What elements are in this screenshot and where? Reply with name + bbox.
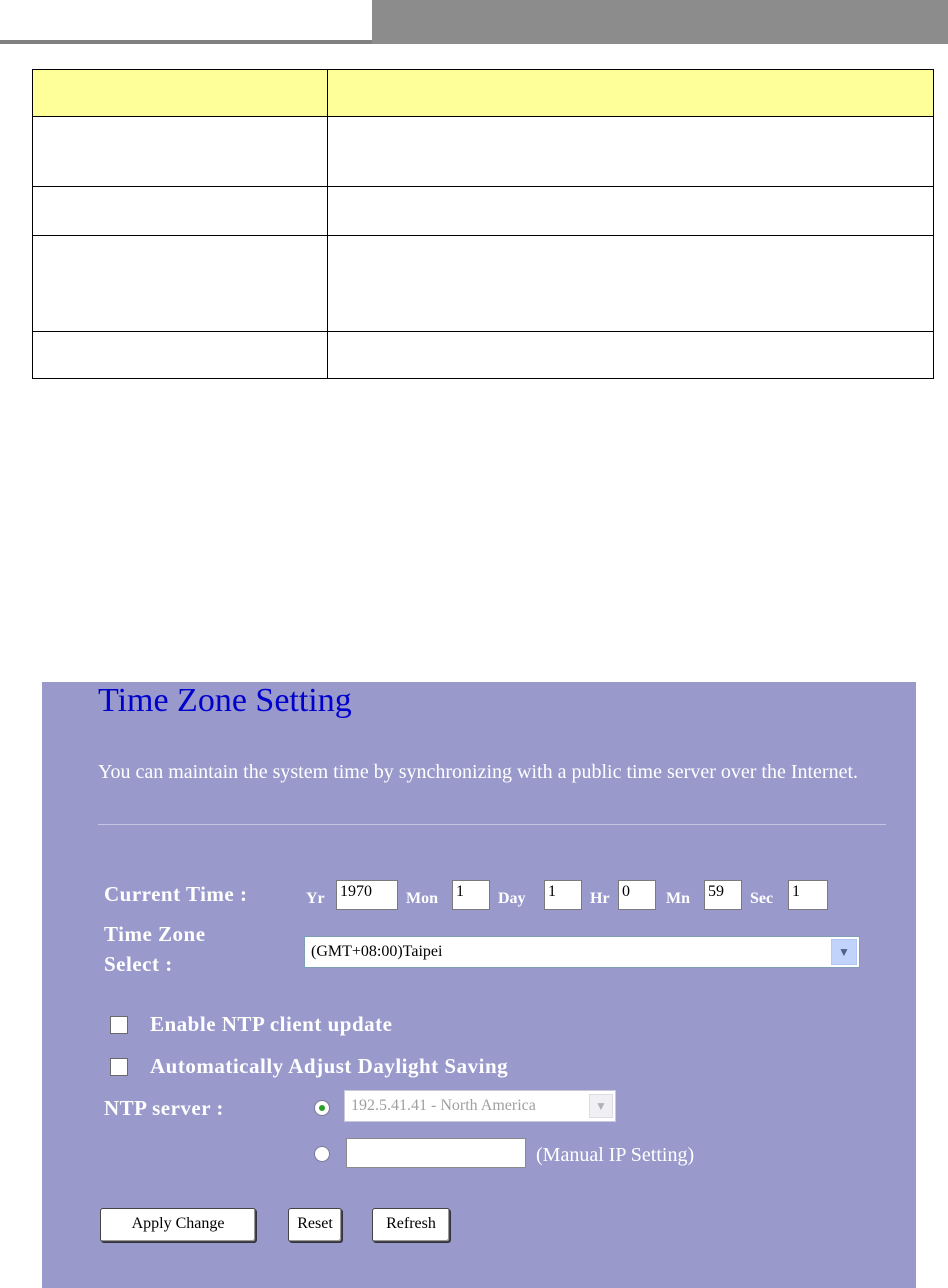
sec-label: Sec: [750, 890, 774, 907]
mn-label: Mn: [666, 890, 690, 907]
ntp-manual-radio[interactable]: [314, 1146, 330, 1162]
apply-change-button[interactable]: Apply Change: [100, 1208, 256, 1242]
table-row: [33, 117, 934, 187]
month-input[interactable]: 1: [452, 880, 490, 910]
table-cell: [33, 236, 328, 332]
description-table: [32, 69, 934, 379]
chevron-down-icon[interactable]: ▼: [831, 939, 857, 965]
ntp-server-selected-value: 192.5.41.41 - North America: [351, 1097, 536, 1114]
table-header-cell: [328, 70, 934, 117]
table-cell: [33, 117, 328, 187]
header-left-bar: [0, 0, 372, 44]
table-cell: [328, 187, 934, 236]
enable-ntp-checkbox[interactable]: [110, 1016, 128, 1034]
time-zone-select[interactable]: [304, 936, 860, 968]
minute-input[interactable]: 59: [704, 880, 742, 910]
year-input[interactable]: 1970: [336, 880, 398, 910]
day-input[interactable]: 1: [544, 880, 582, 910]
intro-text: You can maintain the system time by synchronizing with a public time server over the Internet.: [98, 761, 859, 783]
time-zone-selected-value: (GMT+08:00)Taipei: [311, 943, 443, 960]
second-input[interactable]: 1: [788, 880, 828, 910]
manual-ip-note: (Manual IP Setting): [536, 1144, 695, 1166]
hr-label: Hr: [590, 890, 610, 907]
divider: [98, 824, 886, 825]
yr-label: Yr: [306, 890, 325, 907]
header-right-bar: [372, 0, 948, 44]
chevron-down-icon[interactable]: ▼: [589, 1094, 613, 1118]
manual-ip-input[interactable]: [346, 1138, 526, 1168]
enable-ntp-label: Enable NTP client update: [150, 1012, 393, 1036]
ntp-server-label: NTP server :: [104, 1096, 224, 1120]
table-row: [33, 332, 934, 379]
table-header-cell: [33, 70, 328, 117]
time-zone-label-line1: Time Zone: [104, 922, 206, 946]
daylight-saving-checkbox[interactable]: [110, 1058, 128, 1076]
hour-input[interactable]: 0: [618, 880, 656, 910]
refresh-button[interactable]: Refresh: [372, 1208, 450, 1242]
time-zone-label-line2: Select :: [104, 952, 173, 976]
table-header-row: [33, 70, 934, 117]
day-label: Day: [498, 890, 526, 907]
page-title: Time Zone Setting: [98, 682, 352, 719]
table-row: [33, 236, 934, 332]
table-cell: [33, 332, 328, 379]
table-row: [33, 187, 934, 236]
current-time-label: Current Time :: [104, 882, 248, 906]
ntp-preset-radio[interactable]: [314, 1100, 330, 1116]
table-cell: [328, 236, 934, 332]
table-cell: [328, 332, 934, 379]
mon-label: Mon: [406, 890, 438, 907]
table-cell: [328, 117, 934, 187]
time-zone-panel: [42, 682, 916, 1288]
ntp-server-select[interactable]: [344, 1090, 616, 1122]
reset-button[interactable]: Reset: [288, 1208, 342, 1242]
table-cell: [33, 187, 328, 236]
daylight-saving-label: Automatically Adjust Daylight Saving: [150, 1054, 509, 1078]
